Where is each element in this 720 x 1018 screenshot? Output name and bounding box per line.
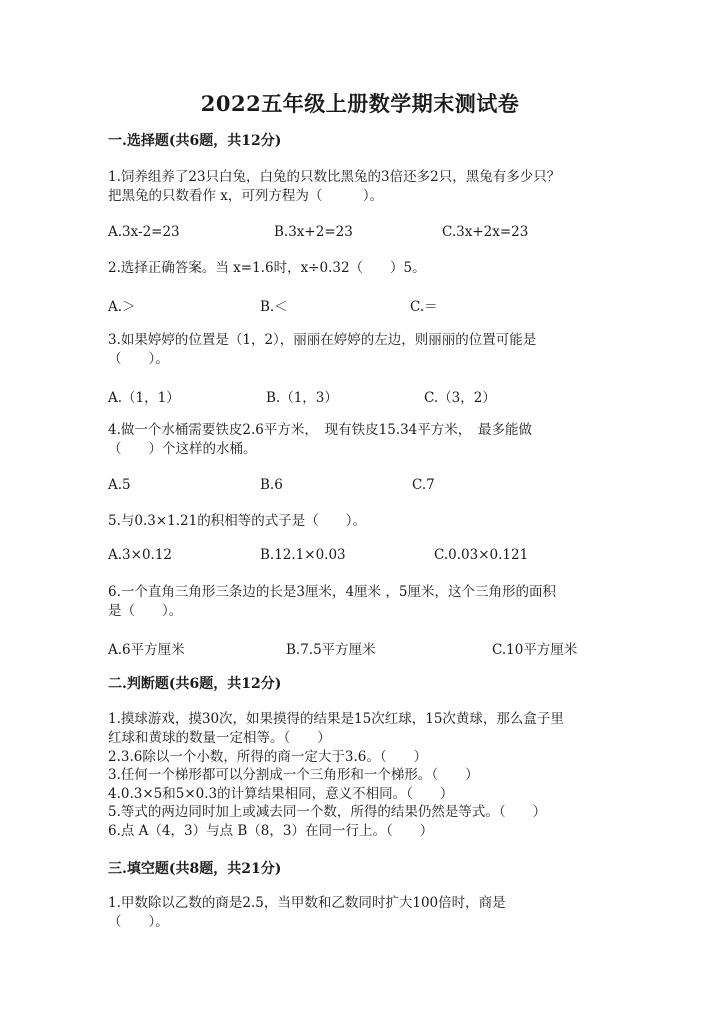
choice-question-2 (108, 259, 628, 278)
judge-line: 2.3.6除以一个小数，所得的商一定大于3.6。（ ） (108, 749, 428, 765)
question-line: 把黑兔的只数看作 x，可列方程为（ ）。 (108, 188, 384, 204)
question-line: 5.与0.3×1.21的积相等的式子是（ ）。 (108, 513, 366, 529)
judge-line: 3.任何一个梯形都可以分割成一个三角形和一个梯形。（ ） (108, 767, 479, 783)
question-line: 2.选择正确答案。当 x=1.6时，x÷0.32（ ）5。 (108, 260, 426, 276)
judge-line: 5.等式的两边同时加上或减去同一个数，所得的结果仍然是等式。（ ） (108, 804, 547, 820)
choice-options-2 (108, 295, 628, 315)
option-a: A.＞ (108, 299, 136, 315)
option-b: B.7.5平方厘米 (286, 642, 376, 658)
choice-question-3 (108, 331, 628, 369)
choice-question-5 (108, 512, 628, 531)
choice-question-4 (108, 421, 628, 459)
judge-line: 红球和黄球的数量一定相等。（ ） (108, 730, 331, 746)
page-title: 2022五年级上册数学期末测试卷 (200, 91, 520, 116)
option-c: C.3x+2x=23 (442, 224, 529, 240)
choice-options-4 (108, 477, 628, 497)
judge-line: 1.摸球游戏，摸30次，如果摸得的结果是15次红球，15次黄球，那么盒子里 (108, 711, 564, 727)
question-line: （ ）个这样的水桶。 (108, 441, 257, 457)
option-b: B.3x+2=23 (274, 224, 353, 240)
question-line: （ ）。 (108, 914, 169, 930)
question-line: 4.做一个水桶需要铁皮2.6平方米， 现有铁皮15.34平方米， 最多能做 (108, 422, 532, 438)
choice-options-1 (108, 224, 628, 244)
option-b: B.＜ (260, 299, 288, 315)
choice-options-5 (108, 547, 628, 567)
option-c: C.7 (412, 477, 435, 493)
question-line: 6.一个直角三角形三条边的长是3厘米，4厘米 ，5厘米，这个三角形的面积 (108, 584, 556, 600)
option-a: A.（1，1） (108, 390, 180, 406)
question-line: 3.如果婷婷的位置是（1，2），丽丽在婷婷的左边，则丽丽的位置可能是 (108, 332, 537, 348)
option-c: C.（3，2） (424, 390, 496, 406)
section-heading-fill: 三.填空题(共8题，共21分) (108, 861, 282, 877)
option-b: B.（1，3） (266, 390, 338, 406)
option-c: C.＝ (410, 299, 438, 315)
judge-line: 4.0.3×5和5×0.3的计算结果相同，意义不相同。（ ） (108, 786, 454, 802)
option-b: B.12.1×0.03 (260, 547, 346, 563)
option-a: A.5 (108, 477, 131, 493)
option-c: C.0.03×0.121 (434, 547, 529, 563)
question-line: （ ）。 (108, 351, 169, 367)
question-line: 1.甲数除以乙数的商是2.5，当甲数和乙数同时扩大100倍时，商是 (108, 895, 506, 911)
question-line: 1.饲养组养了23只白兔，白兔的只数比黑兔的3倍还多2只，黑兔有多少只？ (108, 169, 561, 185)
question-line: 是（ ）。 (108, 603, 183, 619)
judge-line: 6.点 A（4，3）与点 B（8，3）在同一行上。（ ） (108, 823, 434, 839)
choice-question-6 (108, 583, 628, 621)
option-c: C.10平方厘米 (492, 642, 578, 658)
section-heading-choice: 一.选择题(共6题，共12分) (108, 133, 282, 149)
option-a: A.3×0.12 (108, 547, 172, 563)
option-a: A.6平方厘米 (108, 642, 185, 658)
choice-question-1 (108, 168, 628, 206)
option-b: B.6 (260, 477, 283, 493)
fill-question-1 (108, 894, 628, 932)
choice-options-3 (108, 386, 628, 406)
choice-options-6 (108, 638, 628, 658)
section-heading-judge: 二.判断题(共6题，共12分) (108, 676, 282, 692)
option-a: A.3x-2=23 (108, 224, 180, 240)
